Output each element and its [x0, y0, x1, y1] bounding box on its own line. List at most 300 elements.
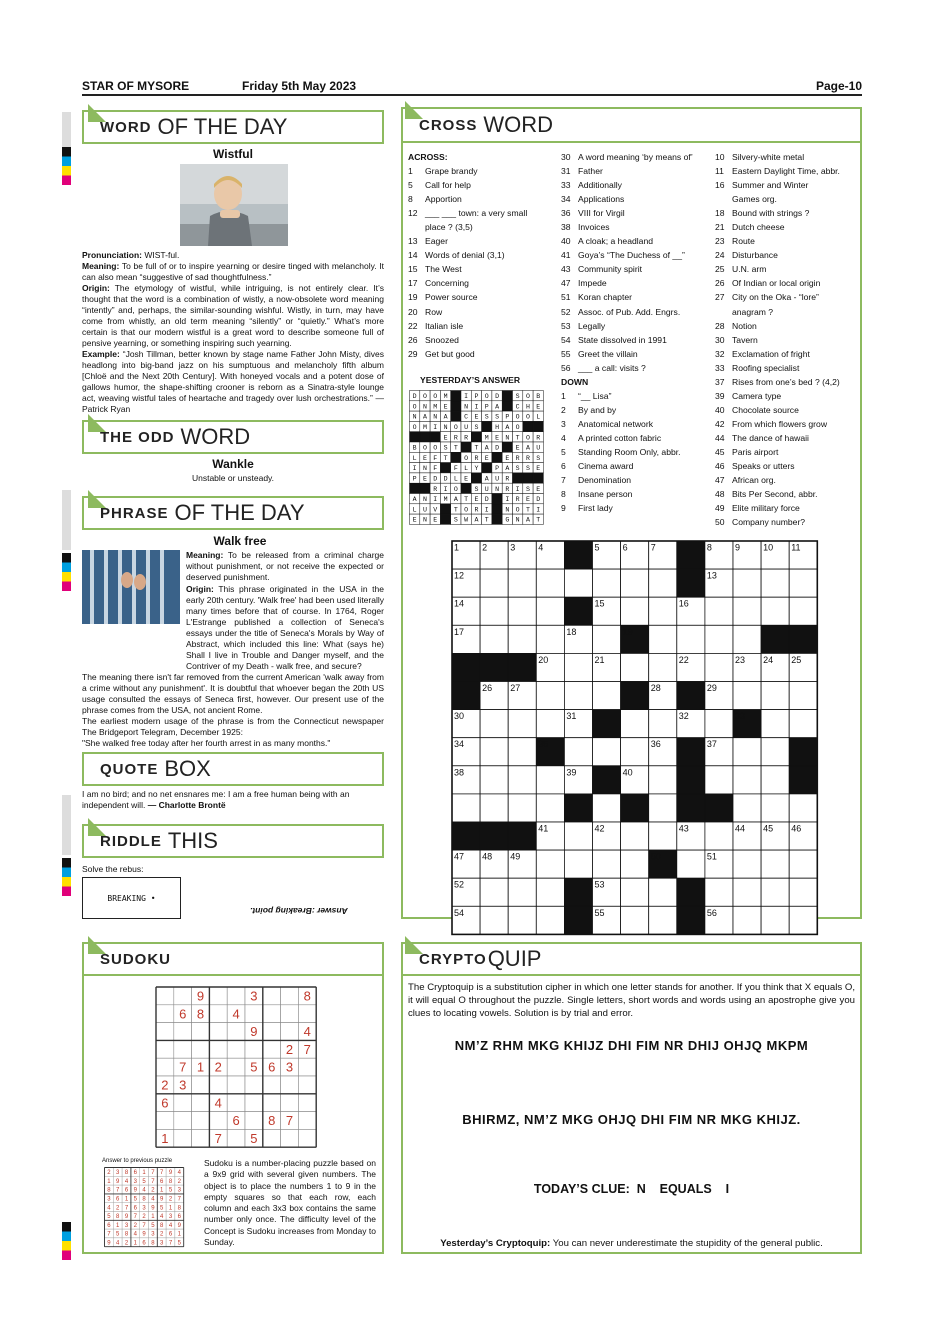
clues-down-col3 — [715, 150, 861, 529]
crossword-cell[interactable] — [508, 597, 536, 625]
sudoku-cell[interactable] — [281, 1094, 299, 1112]
crossword-cell[interactable] — [564, 569, 592, 597]
crossword-cell[interactable] — [649, 766, 677, 794]
clue-text: VIII for Virgil — [578, 208, 625, 219]
sudoku-given: 7 — [179, 1059, 187, 1075]
clue-text: Speaks or utters — [732, 461, 795, 472]
crossword-cell[interactable] — [508, 710, 536, 738]
crossword-cell[interactable] — [733, 766, 761, 794]
clue-number: 10 — [715, 152, 725, 162]
cell-number: 27 — [510, 683, 521, 693]
sudoku-cell[interactable] — [192, 1112, 210, 1130]
answer-letter: I — [464, 393, 469, 401]
clue-number: 23 — [715, 236, 725, 247]
crossword-cell[interactable] — [789, 878, 817, 906]
crossword-cell[interactable] — [536, 682, 564, 710]
answer-letter: S — [525, 465, 530, 473]
crossword-cell[interactable] — [705, 597, 733, 625]
sudoku-cell[interactable] — [156, 1058, 174, 1076]
crossword-cell[interactable] — [789, 597, 817, 625]
rebus-box: BREAKING • — [82, 877, 181, 919]
crossword-cell[interactable] — [761, 597, 789, 625]
clue-item — [408, 333, 558, 347]
crossword-cell[interactable] — [789, 682, 817, 710]
clue-number: 16 — [715, 180, 725, 191]
crossword-cell[interactable] — [705, 878, 733, 906]
clue-text: Eager — [425, 236, 448, 247]
answer-letter: D — [484, 496, 489, 504]
sudoku-answer-digit: 9 — [177, 1222, 181, 1229]
crossword-cell[interactable] — [621, 878, 649, 906]
crossword-cell[interactable] — [621, 653, 649, 681]
answer-letter: T — [453, 506, 458, 514]
crossword-cell[interactable] — [480, 794, 508, 822]
cell-number: 49 — [510, 851, 521, 862]
sudoku-cell[interactable] — [192, 1094, 210, 1112]
crossword-cell[interactable] — [508, 738, 536, 766]
crossword-cell[interactable] — [536, 794, 564, 822]
cell-number: 33 — [735, 711, 746, 722]
sudoku-cell[interactable] — [245, 1094, 263, 1112]
crossword-cell[interactable] — [761, 878, 789, 906]
sudoku-cell[interactable] — [192, 1076, 210, 1094]
crossword-cell[interactable] — [761, 794, 789, 822]
sudoku-cell[interactable] — [209, 1023, 227, 1041]
answer-letter: R — [505, 485, 510, 493]
sudoku-cell[interactable] — [281, 987, 299, 1005]
crossword-cell[interactable] — [593, 682, 621, 710]
clue-number: 17 — [408, 278, 418, 289]
sudoku-cell[interactable] — [227, 1129, 245, 1147]
clues-across-col2 — [561, 150, 713, 515]
crossword-cell[interactable] — [480, 878, 508, 906]
clue-text: Notion — [732, 320, 757, 331]
answer-letter: N — [495, 485, 500, 493]
answer-letter: E — [433, 516, 438, 524]
cell-number: 23 — [735, 654, 746, 665]
sudoku-answer-digit: 3 — [107, 1196, 111, 1203]
clue-number: 31 — [561, 166, 571, 177]
registration-bar — [62, 112, 71, 147]
sudoku-cell[interactable] — [156, 1112, 174, 1130]
sudoku-answer-digit: 2 — [124, 1240, 129, 1247]
answer-letter: E — [515, 444, 520, 452]
clue-text: Apportion — [425, 194, 462, 205]
clue-number — [715, 305, 732, 319]
crossword-cell[interactable] — [536, 597, 564, 625]
crossword-cell[interactable] — [649, 710, 677, 738]
sudoku-given: 7 — [285, 1113, 294, 1129]
crossword-cell[interactable] — [593, 569, 621, 597]
sudoku-cell[interactable] — [298, 1005, 316, 1023]
clue-number: 33 — [715, 362, 725, 373]
crossword-cell[interactable] — [649, 569, 677, 597]
sudoku-cell[interactable] — [298, 1076, 316, 1094]
crossword-cell[interactable] — [733, 850, 761, 878]
cell-number: 30 — [454, 711, 465, 722]
clue-number: 6 — [561, 461, 566, 472]
answer-block — [523, 421, 533, 431]
crossword-cell[interactable] — [705, 710, 733, 738]
clue-text: Denomination — [578, 475, 632, 486]
crossword-cell[interactable] — [564, 822, 592, 850]
answer-letter: O — [525, 393, 530, 401]
sudoku-cell[interactable] — [281, 1005, 299, 1023]
crossword-cell[interactable] — [649, 625, 677, 653]
clue-number: 55 — [561, 348, 571, 359]
answer-letter: A — [505, 424, 510, 431]
sudoku-cell[interactable] — [209, 1076, 227, 1094]
answer-letter: A — [412, 496, 417, 504]
sudoku-cell[interactable] — [245, 1112, 263, 1130]
sudoku-cell[interactable] — [174, 1023, 192, 1041]
sudoku-cell[interactable] — [263, 1023, 281, 1041]
clue-item — [408, 178, 558, 192]
sudoku-cell[interactable] — [263, 1076, 281, 1094]
sudoku-cell[interactable] — [192, 1040, 210, 1058]
clue-list — [408, 164, 558, 361]
clue-number: 1 — [408, 166, 413, 177]
answer-letter: D — [433, 475, 438, 483]
crossword-cell[interactable] — [480, 569, 508, 597]
crossword-cell[interactable] — [649, 597, 677, 625]
crossword-cell[interactable] — [508, 878, 536, 906]
clue-item — [715, 417, 861, 431]
crossword-cell[interactable] — [536, 850, 564, 878]
crossword-cell[interactable] — [733, 625, 761, 653]
crossword-cell[interactable] — [677, 850, 705, 878]
crossword-grid — [451, 540, 817, 918]
cryptoquip-intro: The Cryptoquip is a substitution cipher in which one letter stands for another. If you think that X equals O, it will equal O throughout the puzzle. Single letters, short words and words using an apostrophe give you clues to locating vowels. Solution is by trial and error. — [408, 982, 855, 1019]
sudoku-cell[interactable] — [227, 1023, 245, 1041]
answer-block — [502, 442, 512, 452]
crossword-cell[interactable] — [508, 794, 536, 822]
crossword-cell[interactable] — [480, 738, 508, 766]
sudoku-cell[interactable] — [174, 1040, 192, 1058]
sudoku-cell[interactable] — [281, 1076, 299, 1094]
clue-item — [408, 192, 558, 206]
sudoku-cell[interactable] — [281, 1129, 299, 1147]
clue-item — [561, 305, 713, 319]
crossword-cell[interactable] — [733, 906, 761, 934]
sudoku-cell[interactable] — [263, 1005, 281, 1023]
clues-across-col1 — [408, 150, 558, 361]
crossword-cell[interactable] — [761, 682, 789, 710]
clue-text: Invoices — [578, 222, 610, 233]
sudoku-answer-digit: 1 — [142, 1170, 146, 1177]
sudoku-cell[interactable] — [298, 1058, 316, 1076]
sudoku-answer-digit: 6 — [168, 1231, 173, 1238]
clue-number: 24 — [715, 250, 725, 261]
clue-item — [715, 459, 861, 473]
answer-letter: T — [443, 454, 448, 462]
crossword-cell[interactable] — [705, 625, 733, 653]
cell-number: 46 — [791, 823, 802, 834]
cell-number: 15 — [594, 598, 605, 609]
answer-letter: R — [515, 454, 520, 462]
odd-word-title: THE ODD WORD — [82, 420, 384, 454]
sudoku-given: 6 — [268, 1059, 276, 1075]
crossword-cell[interactable] — [536, 569, 564, 597]
cell-number: 43 — [678, 823, 689, 834]
answer-letter: H — [525, 403, 530, 411]
sudoku-cell[interactable] — [245, 1076, 263, 1094]
sudoku-cell[interactable] — [298, 1094, 316, 1112]
crossword-cell[interactable] — [480, 710, 508, 738]
crossword-cell[interactable] — [733, 597, 761, 625]
crossword-cell[interactable] — [480, 597, 508, 625]
clue-text: anagram ? — [732, 306, 774, 317]
sudoku-cell[interactable] — [227, 1076, 245, 1094]
sudoku-cell[interactable] — [156, 1040, 174, 1058]
clue-text: Anatomical network — [578, 418, 653, 429]
crossword-cell[interactable] — [733, 738, 761, 766]
answer-letter: F — [453, 465, 458, 473]
crossword-cell[interactable] — [621, 597, 649, 625]
crossword-cell[interactable] — [649, 653, 677, 681]
clue-number: 9 — [561, 503, 566, 514]
clue-item — [561, 234, 713, 248]
answer-letter: M — [422, 424, 427, 431]
cell-number: 40 — [622, 767, 633, 778]
clue-text: Cinema award — [578, 461, 634, 472]
crossword-cell[interactable] — [677, 625, 705, 653]
crossword-cell[interactable] — [733, 878, 761, 906]
sudoku-cell[interactable] — [263, 1129, 281, 1147]
clue-text: First lady — [578, 503, 613, 514]
crossword-cell[interactable] — [649, 906, 677, 934]
sudoku-cell[interactable] — [245, 1005, 263, 1023]
sudoku-answer-digit: 1 — [133, 1240, 137, 1247]
sudoku-answer-digit: 2 — [177, 1178, 181, 1185]
crossword-cell[interactable] — [593, 794, 621, 822]
cell-number: 1 — [454, 542, 460, 553]
answer-letter: N — [412, 413, 417, 421]
clue-text: State dissolved in 1991 — [578, 334, 667, 345]
crossword-cell[interactable] — [761, 710, 789, 738]
crossword-cell[interactable] — [564, 653, 592, 681]
sudoku-cell[interactable] — [263, 1094, 281, 1112]
cell-number: 32 — [678, 711, 689, 722]
corner-marker — [405, 936, 423, 954]
crossword-cell[interactable] — [705, 822, 733, 850]
sudoku-cell[interactable] — [156, 1023, 174, 1041]
sudoku-cell[interactable] — [174, 1112, 192, 1130]
sudoku-cell[interactable] — [227, 1094, 245, 1112]
sudoku-cell[interactable] — [209, 1112, 227, 1130]
crossword-cell[interactable] — [480, 906, 508, 934]
crossword-cell[interactable] — [508, 766, 536, 794]
clue-number: 36 — [561, 208, 571, 219]
crossword-cell[interactable] — [536, 766, 564, 794]
clue-number: 26 — [715, 278, 725, 289]
crossword-cell[interactable] — [593, 850, 621, 878]
sudoku-answer-digit: 6 — [142, 1240, 146, 1247]
sudoku-cell[interactable] — [263, 987, 281, 1005]
clue-text: Dutch cheese — [732, 222, 785, 233]
sudoku-answer-digit: 2 — [168, 1196, 173, 1203]
crossword-cell[interactable] — [789, 710, 817, 738]
sudoku-answer-digit: 1 — [151, 1214, 155, 1221]
crossword-cell[interactable] — [705, 653, 733, 681]
sudoku-cell[interactable] — [298, 1112, 316, 1130]
crossword-block — [564, 794, 592, 822]
crossword-cell[interactable] — [621, 569, 649, 597]
answer-letter: O — [515, 424, 520, 431]
sudoku-cell[interactable] — [227, 987, 245, 1005]
crossword-cell[interactable] — [761, 906, 789, 934]
sudoku-cell[interactable] — [174, 1094, 192, 1112]
clue-number: 3 — [561, 418, 566, 429]
crossword-cell[interactable] — [536, 625, 564, 653]
sudoku-cell[interactable] — [192, 1023, 210, 1041]
cell-number: 9 — [735, 542, 741, 553]
clue-number: 39 — [715, 390, 725, 401]
clue-text: The West — [425, 264, 462, 275]
crossword-cell[interactable] — [649, 822, 677, 850]
crossword-cell[interactable] — [621, 906, 649, 934]
sudoku-answer-digit: 4 — [151, 1196, 155, 1203]
riddle-title: RIDDLE THIS — [82, 824, 384, 858]
crossword-block — [677, 878, 705, 906]
across-heading: ACROSS: — [408, 152, 448, 162]
answer-letter: P — [495, 465, 500, 473]
clue-item — [408, 164, 558, 178]
crossword-cell[interactable] — [789, 794, 817, 822]
sudoku-cell[interactable] — [227, 1058, 245, 1076]
crossword-cell[interactable] — [564, 850, 592, 878]
crossword-block — [593, 766, 621, 794]
cryptoquip-title: CRYPTO QUIP — [401, 942, 862, 976]
clue-item — [561, 150, 713, 164]
cell-number: 2 — [482, 542, 488, 553]
sudoku-cell[interactable] — [192, 1129, 210, 1147]
crossword-cell[interactable] — [508, 906, 536, 934]
crossword-block — [564, 597, 592, 625]
crossword-cell[interactable] — [649, 794, 677, 822]
crossword-cell[interactable] — [621, 822, 649, 850]
cryptoquip-line-1: NM’Z RHM MKG KHIJZ DHI FIM NR DHIJ OHJQ MKPM — [454, 1038, 809, 1053]
sudoku-cell[interactable] — [245, 1040, 263, 1058]
answer-letter: S — [525, 485, 530, 493]
crossword-title: CROSS WORD — [401, 107, 862, 143]
crossword-cell[interactable] — [480, 766, 508, 794]
sudoku-answer-digit: 9 — [160, 1196, 164, 1203]
cell-number: 44 — [735, 823, 746, 834]
crossword-cell[interactable] — [593, 738, 621, 766]
paper-name: STAR OF MYSORE — [82, 79, 190, 93]
crossword-cell[interactable] — [508, 569, 536, 597]
crossword-cell[interactable] — [761, 850, 789, 878]
clue-text: Additionally — [578, 180, 622, 191]
sudoku-cell[interactable] — [156, 1005, 174, 1023]
sudoku-cell[interactable] — [209, 1040, 227, 1058]
sudoku-answer-grid — [104, 1167, 185, 1248]
sudoku-cell[interactable] — [209, 1005, 227, 1023]
crossword-cell[interactable] — [621, 710, 649, 738]
answer-block — [471, 432, 481, 442]
sudoku-cell[interactable] — [298, 1129, 316, 1147]
sudoku-answer-digit: 7 — [107, 1231, 111, 1238]
crossword-cell[interactable] — [649, 878, 677, 906]
crossword-cell[interactable] — [733, 794, 761, 822]
crossword-cell[interactable] — [508, 625, 536, 653]
crossword-cell[interactable] — [593, 625, 621, 653]
clue-number: 25 — [715, 264, 725, 275]
sudoku-given: 2 — [285, 1041, 294, 1057]
sudoku-answer-digit: 9 — [142, 1231, 146, 1238]
clue-number: 11 — [715, 166, 724, 177]
clue-text: Bits Per Second, abbr. — [732, 489, 818, 500]
crossword-cell[interactable] — [564, 738, 592, 766]
clue-item — [715, 403, 861, 417]
sudoku-cell[interactable] — [227, 1040, 245, 1058]
crossword-cell[interactable] — [564, 682, 592, 710]
answer-letter: R — [505, 475, 510, 483]
answer-letter: N — [505, 434, 510, 442]
answer-letter: I — [515, 485, 520, 493]
crossword-cell[interactable] — [536, 710, 564, 738]
crossword-cell[interactable] — [789, 569, 817, 597]
crossword-cell[interactable] — [761, 766, 789, 794]
sudoku-given: 3 — [285, 1059, 294, 1075]
sudoku-cell[interactable] — [174, 1129, 192, 1147]
clue-text: Paris airport — [732, 446, 779, 457]
word-of-day-word: Wistful — [213, 147, 253, 161]
sudoku-answer-digit: 4 — [133, 1231, 137, 1238]
crossword-cell[interactable] — [452, 794, 480, 822]
crossword-cell[interactable] — [536, 906, 564, 934]
sudoku-cell[interactable] — [174, 987, 192, 1005]
corner-marker — [88, 936, 106, 954]
phrase-text: Walk free — [213, 534, 267, 548]
clue-item — [408, 234, 558, 248]
sudoku-cell[interactable] — [209, 987, 227, 1005]
sudoku-answer-digit: 8 — [177, 1205, 181, 1212]
crossword-cell[interactable] — [733, 682, 761, 710]
answer-letter: L — [536, 413, 541, 421]
answer-letter: L — [412, 506, 417, 514]
crossword-block — [621, 794, 649, 822]
clue-text: Silvery-white metal — [732, 152, 805, 162]
crossword-cell[interactable] — [621, 850, 649, 878]
crossword-cell[interactable] — [705, 766, 733, 794]
crossword-cell[interactable] — [621, 738, 649, 766]
sudoku-cell[interactable] — [263, 1040, 281, 1058]
crossword-cell[interactable] — [733, 569, 761, 597]
crossword-cell[interactable] — [761, 569, 789, 597]
crossword-cell[interactable] — [536, 878, 564, 906]
sudoku-answer-digit: 6 — [107, 1222, 111, 1229]
sudoku-cell[interactable] — [156, 987, 174, 1005]
clue-text: By and by — [578, 404, 617, 415]
clue-text: Goya’s “The Duchess of __” — [578, 250, 685, 261]
crossword-cell[interactable] — [761, 738, 789, 766]
clue-number — [408, 220, 425, 234]
crossword-cell[interactable] — [789, 906, 817, 934]
sudoku-answer-digit: 3 — [142, 1205, 146, 1212]
sudoku-given: 8 — [196, 1006, 205, 1022]
page-number: Page-10 — [815, 79, 862, 93]
crossword-cell[interactable] — [789, 850, 817, 878]
sudoku-cell[interactable] — [281, 1023, 299, 1041]
answer-letter: W — [464, 516, 469, 524]
sudoku-answer-digit: 5 — [177, 1240, 181, 1247]
crossword-cell[interactable] — [480, 625, 508, 653]
crossword-block — [761, 625, 789, 653]
answer-letter: S — [515, 465, 520, 473]
answer-letter: E — [474, 496, 479, 504]
